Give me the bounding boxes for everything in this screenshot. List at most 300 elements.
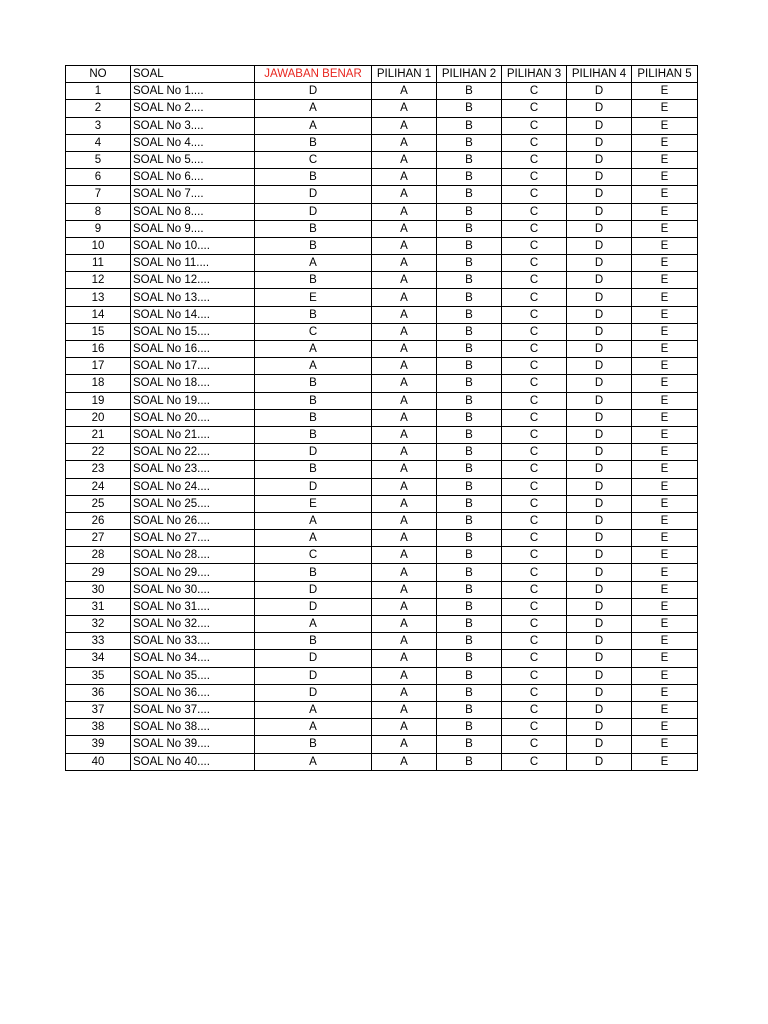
cell-pilihan-5[interactable]: E bbox=[632, 375, 698, 392]
cell-pilihan-2[interactable]: B bbox=[437, 100, 502, 117]
cell-pilihan-4[interactable]: D bbox=[567, 598, 632, 615]
header-pilihan-4[interactable]: PILIHAN 4 bbox=[567, 66, 632, 83]
cell-soal[interactable]: SOAL No 37.... bbox=[131, 701, 255, 718]
cell-no[interactable]: 40 bbox=[66, 753, 131, 770]
cell-pilihan-2[interactable]: B bbox=[437, 186, 502, 203]
cell-pilihan-4[interactable]: D bbox=[567, 564, 632, 581]
cell-pilihan-3[interactable]: C bbox=[502, 341, 567, 358]
cell-jawaban-benar[interactable]: D bbox=[255, 650, 372, 667]
cell-pilihan-2[interactable]: B bbox=[437, 375, 502, 392]
cell-no[interactable]: 6 bbox=[66, 169, 131, 186]
cell-jawaban-benar[interactable]: B bbox=[255, 169, 372, 186]
cell-pilihan-2[interactable]: B bbox=[437, 220, 502, 237]
cell-soal[interactable]: SOAL No 11.... bbox=[131, 255, 255, 272]
cell-jawaban-benar[interactable]: D bbox=[255, 684, 372, 701]
cell-pilihan-3[interactable]: C bbox=[502, 272, 567, 289]
cell-pilihan-4[interactable]: D bbox=[567, 633, 632, 650]
cell-no[interactable]: 24 bbox=[66, 478, 131, 495]
cell-pilihan-2[interactable]: B bbox=[437, 736, 502, 753]
cell-pilihan-5[interactable]: E bbox=[632, 203, 698, 220]
cell-pilihan-2[interactable]: B bbox=[437, 478, 502, 495]
cell-no[interactable]: 2 bbox=[66, 100, 131, 117]
cell-soal[interactable]: SOAL No 39.... bbox=[131, 736, 255, 753]
cell-pilihan-1[interactable]: A bbox=[372, 547, 437, 564]
cell-pilihan-2[interactable]: B bbox=[437, 392, 502, 409]
cell-pilihan-2[interactable]: B bbox=[437, 512, 502, 529]
cell-pilihan-5[interactable]: E bbox=[632, 633, 698, 650]
cell-soal[interactable]: SOAL No 34.... bbox=[131, 650, 255, 667]
cell-pilihan-1[interactable]: A bbox=[372, 375, 437, 392]
cell-pilihan-5[interactable]: E bbox=[632, 530, 698, 547]
cell-soal[interactable]: SOAL No 5.... bbox=[131, 151, 255, 168]
cell-jawaban-benar[interactable]: B bbox=[255, 392, 372, 409]
cell-jawaban-benar[interactable]: B bbox=[255, 134, 372, 151]
cell-no[interactable]: 30 bbox=[66, 581, 131, 598]
cell-jawaban-benar[interactable]: B bbox=[255, 237, 372, 254]
cell-no[interactable]: 34 bbox=[66, 650, 131, 667]
cell-pilihan-1[interactable]: A bbox=[372, 719, 437, 736]
cell-jawaban-benar[interactable]: B bbox=[255, 633, 372, 650]
cell-pilihan-3[interactable]: C bbox=[502, 289, 567, 306]
cell-pilihan-1[interactable]: A bbox=[372, 444, 437, 461]
cell-no[interactable]: 1 bbox=[66, 83, 131, 100]
cell-pilihan-1[interactable]: A bbox=[372, 186, 437, 203]
header-pilihan-5[interactable]: PILIHAN 5 bbox=[632, 66, 698, 83]
cell-pilihan-1[interactable]: A bbox=[372, 237, 437, 254]
cell-pilihan-1[interactable]: A bbox=[372, 616, 437, 633]
cell-pilihan-5[interactable]: E bbox=[632, 255, 698, 272]
cell-soal[interactable]: SOAL No 8.... bbox=[131, 203, 255, 220]
cell-pilihan-3[interactable]: C bbox=[502, 134, 567, 151]
cell-pilihan-2[interactable]: B bbox=[437, 530, 502, 547]
cell-pilihan-2[interactable]: B bbox=[437, 117, 502, 134]
cell-pilihan-5[interactable]: E bbox=[632, 684, 698, 701]
cell-pilihan-3[interactable]: C bbox=[502, 100, 567, 117]
cell-no[interactable]: 32 bbox=[66, 616, 131, 633]
cell-no[interactable]: 25 bbox=[66, 495, 131, 512]
cell-no[interactable]: 27 bbox=[66, 530, 131, 547]
cell-pilihan-5[interactable]: E bbox=[632, 186, 698, 203]
cell-pilihan-4[interactable]: D bbox=[567, 512, 632, 529]
cell-jawaban-benar[interactable]: B bbox=[255, 409, 372, 426]
cell-jawaban-benar[interactable]: A bbox=[255, 616, 372, 633]
cell-no[interactable]: 19 bbox=[66, 392, 131, 409]
cell-pilihan-2[interactable]: B bbox=[437, 598, 502, 615]
cell-pilihan-5[interactable]: E bbox=[632, 564, 698, 581]
cell-soal[interactable]: SOAL No 14.... bbox=[131, 306, 255, 323]
cell-pilihan-5[interactable]: E bbox=[632, 323, 698, 340]
cell-pilihan-4[interactable]: D bbox=[567, 650, 632, 667]
cell-pilihan-1[interactable]: A bbox=[372, 220, 437, 237]
cell-soal[interactable]: SOAL No 3.... bbox=[131, 117, 255, 134]
cell-pilihan-4[interactable]: D bbox=[567, 169, 632, 186]
cell-pilihan-3[interactable]: C bbox=[502, 444, 567, 461]
cell-no[interactable]: 17 bbox=[66, 358, 131, 375]
cell-pilihan-5[interactable]: E bbox=[632, 341, 698, 358]
cell-pilihan-4[interactable]: D bbox=[567, 323, 632, 340]
cell-pilihan-4[interactable]: D bbox=[567, 753, 632, 770]
cell-soal[interactable]: SOAL No 15.... bbox=[131, 323, 255, 340]
header-pilihan-2[interactable]: PILIHAN 2 bbox=[437, 66, 502, 83]
cell-pilihan-1[interactable]: A bbox=[372, 169, 437, 186]
cell-pilihan-5[interactable]: E bbox=[632, 409, 698, 426]
cell-pilihan-2[interactable]: B bbox=[437, 426, 502, 443]
cell-pilihan-2[interactable]: B bbox=[437, 169, 502, 186]
cell-pilihan-5[interactable]: E bbox=[632, 220, 698, 237]
cell-pilihan-1[interactable]: A bbox=[372, 151, 437, 168]
cell-pilihan-2[interactable]: B bbox=[437, 684, 502, 701]
cell-soal[interactable]: SOAL No 6.... bbox=[131, 169, 255, 186]
cell-jawaban-benar[interactable]: D bbox=[255, 444, 372, 461]
cell-jawaban-benar[interactable]: D bbox=[255, 667, 372, 684]
cell-pilihan-3[interactable]: C bbox=[502, 598, 567, 615]
cell-jawaban-benar[interactable]: B bbox=[255, 272, 372, 289]
cell-no[interactable]: 4 bbox=[66, 134, 131, 151]
cell-pilihan-3[interactable]: C bbox=[502, 203, 567, 220]
cell-pilihan-5[interactable]: E bbox=[632, 478, 698, 495]
cell-pilihan-1[interactable]: A bbox=[372, 203, 437, 220]
cell-soal[interactable]: SOAL No 38.... bbox=[131, 719, 255, 736]
cell-pilihan-5[interactable]: E bbox=[632, 581, 698, 598]
cell-pilihan-3[interactable]: C bbox=[502, 255, 567, 272]
cell-jawaban-benar[interactable]: A bbox=[255, 530, 372, 547]
cell-soal[interactable]: SOAL No 16.... bbox=[131, 341, 255, 358]
cell-pilihan-2[interactable]: B bbox=[437, 83, 502, 100]
cell-pilihan-2[interactable]: B bbox=[437, 306, 502, 323]
cell-no[interactable]: 21 bbox=[66, 426, 131, 443]
cell-pilihan-4[interactable]: D bbox=[567, 306, 632, 323]
cell-soal[interactable]: SOAL No 12.... bbox=[131, 272, 255, 289]
cell-pilihan-3[interactable]: C bbox=[502, 409, 567, 426]
cell-soal[interactable]: SOAL No 19.... bbox=[131, 392, 255, 409]
cell-jawaban-benar[interactable]: E bbox=[255, 495, 372, 512]
cell-jawaban-benar[interactable]: D bbox=[255, 83, 372, 100]
cell-pilihan-4[interactable]: D bbox=[567, 289, 632, 306]
cell-pilihan-5[interactable]: E bbox=[632, 444, 698, 461]
cell-pilihan-3[interactable]: C bbox=[502, 461, 567, 478]
cell-pilihan-5[interactable]: E bbox=[632, 753, 698, 770]
cell-no[interactable]: 3 bbox=[66, 117, 131, 134]
cell-pilihan-3[interactable]: C bbox=[502, 650, 567, 667]
cell-pilihan-5[interactable]: E bbox=[632, 512, 698, 529]
cell-pilihan-5[interactable]: E bbox=[632, 169, 698, 186]
cell-pilihan-3[interactable]: C bbox=[502, 667, 567, 684]
cell-pilihan-1[interactable]: A bbox=[372, 736, 437, 753]
cell-jawaban-benar[interactable]: C bbox=[255, 547, 372, 564]
cell-pilihan-3[interactable]: C bbox=[502, 323, 567, 340]
cell-pilihan-4[interactable]: D bbox=[567, 375, 632, 392]
cell-pilihan-5[interactable]: E bbox=[632, 667, 698, 684]
header-pilihan-1[interactable]: PILIHAN 1 bbox=[372, 66, 437, 83]
cell-jawaban-benar[interactable]: D bbox=[255, 581, 372, 598]
cell-pilihan-3[interactable]: C bbox=[502, 719, 567, 736]
cell-pilihan-1[interactable]: A bbox=[372, 255, 437, 272]
cell-soal[interactable]: SOAL No 10.... bbox=[131, 237, 255, 254]
cell-no[interactable]: 14 bbox=[66, 306, 131, 323]
cell-no[interactable]: 20 bbox=[66, 409, 131, 426]
cell-pilihan-2[interactable]: B bbox=[437, 289, 502, 306]
cell-jawaban-benar[interactable]: A bbox=[255, 512, 372, 529]
cell-pilihan-3[interactable]: C bbox=[502, 306, 567, 323]
cell-soal[interactable]: SOAL No 30.... bbox=[131, 581, 255, 598]
cell-no[interactable]: 13 bbox=[66, 289, 131, 306]
cell-soal[interactable]: SOAL No 31.... bbox=[131, 598, 255, 615]
cell-soal[interactable]: SOAL No 9.... bbox=[131, 220, 255, 237]
cell-pilihan-1[interactable]: A bbox=[372, 495, 437, 512]
cell-pilihan-4[interactable]: D bbox=[567, 392, 632, 409]
cell-pilihan-3[interactable]: C bbox=[502, 358, 567, 375]
cell-jawaban-benar[interactable]: A bbox=[255, 753, 372, 770]
cell-pilihan-5[interactable]: E bbox=[632, 134, 698, 151]
cell-soal[interactable]: SOAL No 18.... bbox=[131, 375, 255, 392]
cell-jawaban-benar[interactable]: A bbox=[255, 255, 372, 272]
cell-jawaban-benar[interactable]: E bbox=[255, 289, 372, 306]
cell-no[interactable]: 37 bbox=[66, 701, 131, 718]
cell-pilihan-5[interactable]: E bbox=[632, 547, 698, 564]
cell-pilihan-4[interactable]: D bbox=[567, 719, 632, 736]
cell-no[interactable]: 8 bbox=[66, 203, 131, 220]
cell-jawaban-benar[interactable]: C bbox=[255, 151, 372, 168]
cell-pilihan-1[interactable]: A bbox=[372, 100, 437, 117]
cell-pilihan-3[interactable]: C bbox=[502, 220, 567, 237]
cell-pilihan-4[interactable]: D bbox=[567, 736, 632, 753]
cell-no[interactable]: 36 bbox=[66, 684, 131, 701]
cell-pilihan-4[interactable]: D bbox=[567, 358, 632, 375]
cell-pilihan-1[interactable]: A bbox=[372, 392, 437, 409]
cell-pilihan-3[interactable]: C bbox=[502, 736, 567, 753]
cell-no[interactable]: 28 bbox=[66, 547, 131, 564]
cell-no[interactable]: 39 bbox=[66, 736, 131, 753]
cell-pilihan-1[interactable]: A bbox=[372, 564, 437, 581]
header-jawaban-benar[interactable]: JAWABAN BENAR bbox=[255, 66, 372, 83]
cell-no[interactable]: 29 bbox=[66, 564, 131, 581]
cell-pilihan-5[interactable]: E bbox=[632, 426, 698, 443]
cell-pilihan-1[interactable]: A bbox=[372, 684, 437, 701]
cell-pilihan-4[interactable]: D bbox=[567, 409, 632, 426]
cell-jawaban-benar[interactable]: D bbox=[255, 598, 372, 615]
cell-jawaban-benar[interactable]: B bbox=[255, 426, 372, 443]
cell-no[interactable]: 11 bbox=[66, 255, 131, 272]
cell-pilihan-2[interactable]: B bbox=[437, 581, 502, 598]
cell-pilihan-5[interactable]: E bbox=[632, 306, 698, 323]
cell-jawaban-benar[interactable]: A bbox=[255, 719, 372, 736]
cell-soal[interactable]: SOAL No 20.... bbox=[131, 409, 255, 426]
cell-pilihan-3[interactable]: C bbox=[502, 392, 567, 409]
cell-soal[interactable]: SOAL No 23.... bbox=[131, 461, 255, 478]
cell-jawaban-benar[interactable]: A bbox=[255, 117, 372, 134]
cell-pilihan-3[interactable]: C bbox=[502, 530, 567, 547]
cell-pilihan-4[interactable]: D bbox=[567, 83, 632, 100]
cell-pilihan-2[interactable]: B bbox=[437, 547, 502, 564]
cell-pilihan-5[interactable]: E bbox=[632, 358, 698, 375]
cell-soal[interactable]: SOAL No 1.... bbox=[131, 83, 255, 100]
cell-pilihan-2[interactable]: B bbox=[437, 358, 502, 375]
cell-soal[interactable]: SOAL No 22.... bbox=[131, 444, 255, 461]
cell-soal[interactable]: SOAL No 4.... bbox=[131, 134, 255, 151]
cell-pilihan-1[interactable]: A bbox=[372, 581, 437, 598]
cell-jawaban-benar[interactable]: C bbox=[255, 323, 372, 340]
cell-no[interactable]: 23 bbox=[66, 461, 131, 478]
cell-jawaban-benar[interactable]: B bbox=[255, 564, 372, 581]
cell-pilihan-4[interactable]: D bbox=[567, 272, 632, 289]
cell-no[interactable]: 10 bbox=[66, 237, 131, 254]
cell-pilihan-2[interactable]: B bbox=[437, 134, 502, 151]
cell-jawaban-benar[interactable]: B bbox=[255, 306, 372, 323]
cell-pilihan-5[interactable]: E bbox=[632, 83, 698, 100]
cell-pilihan-1[interactable]: A bbox=[372, 633, 437, 650]
cell-pilihan-1[interactable]: A bbox=[372, 323, 437, 340]
cell-pilihan-4[interactable]: D bbox=[567, 495, 632, 512]
cell-soal[interactable]: SOAL No 40.... bbox=[131, 753, 255, 770]
cell-pilihan-1[interactable]: A bbox=[372, 667, 437, 684]
cell-pilihan-3[interactable]: C bbox=[502, 478, 567, 495]
cell-no[interactable]: 5 bbox=[66, 151, 131, 168]
cell-pilihan-4[interactable]: D bbox=[567, 203, 632, 220]
cell-pilihan-4[interactable]: D bbox=[567, 547, 632, 564]
cell-pilihan-2[interactable]: B bbox=[437, 323, 502, 340]
cell-pilihan-1[interactable]: A bbox=[372, 598, 437, 615]
cell-no[interactable]: 12 bbox=[66, 272, 131, 289]
cell-no[interactable]: 9 bbox=[66, 220, 131, 237]
cell-soal[interactable]: SOAL No 32.... bbox=[131, 616, 255, 633]
cell-pilihan-1[interactable]: A bbox=[372, 289, 437, 306]
cell-pilihan-1[interactable]: A bbox=[372, 478, 437, 495]
cell-pilihan-2[interactable]: B bbox=[437, 444, 502, 461]
cell-soal[interactable]: SOAL No 17.... bbox=[131, 358, 255, 375]
cell-pilihan-2[interactable]: B bbox=[437, 272, 502, 289]
cell-pilihan-5[interactable]: E bbox=[632, 736, 698, 753]
cell-pilihan-4[interactable]: D bbox=[567, 667, 632, 684]
cell-pilihan-3[interactable]: C bbox=[502, 564, 567, 581]
cell-pilihan-2[interactable]: B bbox=[437, 409, 502, 426]
cell-soal[interactable]: SOAL No 28.... bbox=[131, 547, 255, 564]
cell-pilihan-4[interactable]: D bbox=[567, 220, 632, 237]
cell-jawaban-benar[interactable]: B bbox=[255, 375, 372, 392]
cell-pilihan-1[interactable]: A bbox=[372, 530, 437, 547]
cell-pilihan-2[interactable]: B bbox=[437, 461, 502, 478]
cell-no[interactable]: 22 bbox=[66, 444, 131, 461]
cell-pilihan-3[interactable]: C bbox=[502, 117, 567, 134]
cell-pilihan-3[interactable]: C bbox=[502, 375, 567, 392]
cell-soal[interactable]: SOAL No 13.... bbox=[131, 289, 255, 306]
cell-pilihan-3[interactable]: C bbox=[502, 237, 567, 254]
cell-pilihan-2[interactable]: B bbox=[437, 667, 502, 684]
cell-pilihan-4[interactable]: D bbox=[567, 461, 632, 478]
cell-soal[interactable]: SOAL No 35.... bbox=[131, 667, 255, 684]
cell-pilihan-4[interactable]: D bbox=[567, 581, 632, 598]
cell-pilihan-1[interactable]: A bbox=[372, 701, 437, 718]
cell-pilihan-4[interactable]: D bbox=[567, 117, 632, 134]
cell-pilihan-1[interactable]: A bbox=[372, 650, 437, 667]
cell-pilihan-4[interactable]: D bbox=[567, 701, 632, 718]
cell-soal[interactable]: SOAL No 25.... bbox=[131, 495, 255, 512]
cell-pilihan-2[interactable]: B bbox=[437, 203, 502, 220]
cell-no[interactable]: 26 bbox=[66, 512, 131, 529]
cell-pilihan-2[interactable]: B bbox=[437, 719, 502, 736]
cell-pilihan-2[interactable]: B bbox=[437, 237, 502, 254]
cell-soal[interactable]: SOAL No 7.... bbox=[131, 186, 255, 203]
cell-pilihan-3[interactable]: C bbox=[502, 512, 567, 529]
cell-pilihan-5[interactable]: E bbox=[632, 117, 698, 134]
cell-pilihan-1[interactable]: A bbox=[372, 272, 437, 289]
cell-pilihan-1[interactable]: A bbox=[372, 117, 437, 134]
cell-pilihan-3[interactable]: C bbox=[502, 581, 567, 598]
cell-jawaban-benar[interactable]: D bbox=[255, 203, 372, 220]
cell-pilihan-3[interactable]: C bbox=[502, 616, 567, 633]
cell-pilihan-2[interactable]: B bbox=[437, 753, 502, 770]
cell-pilihan-1[interactable]: A bbox=[372, 753, 437, 770]
cell-pilihan-4[interactable]: D bbox=[567, 237, 632, 254]
cell-pilihan-1[interactable]: A bbox=[372, 83, 437, 100]
cell-no[interactable]: 33 bbox=[66, 633, 131, 650]
cell-jawaban-benar[interactable]: A bbox=[255, 358, 372, 375]
cell-soal[interactable]: SOAL No 29.... bbox=[131, 564, 255, 581]
cell-soal[interactable]: SOAL No 33.... bbox=[131, 633, 255, 650]
cell-pilihan-2[interactable]: B bbox=[437, 495, 502, 512]
cell-pilihan-1[interactable]: A bbox=[372, 461, 437, 478]
cell-pilihan-5[interactable]: E bbox=[632, 289, 698, 306]
cell-pilihan-2[interactable]: B bbox=[437, 616, 502, 633]
cell-soal[interactable]: SOAL No 26.... bbox=[131, 512, 255, 529]
cell-soal[interactable]: SOAL No 2.... bbox=[131, 100, 255, 117]
cell-no[interactable]: 16 bbox=[66, 341, 131, 358]
cell-pilihan-2[interactable]: B bbox=[437, 650, 502, 667]
cell-pilihan-5[interactable]: E bbox=[632, 272, 698, 289]
cell-pilihan-4[interactable]: D bbox=[567, 444, 632, 461]
cell-pilihan-3[interactable]: C bbox=[502, 426, 567, 443]
cell-jawaban-benar[interactable]: B bbox=[255, 220, 372, 237]
cell-pilihan-1[interactable]: A bbox=[372, 512, 437, 529]
cell-jawaban-benar[interactable]: B bbox=[255, 461, 372, 478]
cell-pilihan-4[interactable]: D bbox=[567, 478, 632, 495]
cell-pilihan-1[interactable]: A bbox=[372, 134, 437, 151]
cell-pilihan-5[interactable]: E bbox=[632, 392, 698, 409]
cell-pilihan-3[interactable]: C bbox=[502, 83, 567, 100]
cell-jawaban-benar[interactable]: A bbox=[255, 100, 372, 117]
cell-pilihan-3[interactable]: C bbox=[502, 753, 567, 770]
cell-pilihan-1[interactable]: A bbox=[372, 426, 437, 443]
cell-no[interactable]: 31 bbox=[66, 598, 131, 615]
cell-pilihan-4[interactable]: D bbox=[567, 134, 632, 151]
cell-pilihan-4[interactable]: D bbox=[567, 684, 632, 701]
cell-pilihan-4[interactable]: D bbox=[567, 186, 632, 203]
cell-pilihan-3[interactable]: C bbox=[502, 169, 567, 186]
header-no[interactable]: NO bbox=[66, 66, 131, 83]
cell-pilihan-4[interactable]: D bbox=[567, 530, 632, 547]
cell-jawaban-benar[interactable]: A bbox=[255, 701, 372, 718]
cell-pilihan-4[interactable]: D bbox=[567, 616, 632, 633]
cell-jawaban-benar[interactable]: D bbox=[255, 478, 372, 495]
cell-pilihan-5[interactable]: E bbox=[632, 719, 698, 736]
cell-pilihan-3[interactable]: C bbox=[502, 547, 567, 564]
cell-pilihan-4[interactable]: D bbox=[567, 426, 632, 443]
cell-pilihan-2[interactable]: B bbox=[437, 151, 502, 168]
cell-pilihan-3[interactable]: C bbox=[502, 186, 567, 203]
cell-pilihan-3[interactable]: C bbox=[502, 495, 567, 512]
cell-pilihan-2[interactable]: B bbox=[437, 564, 502, 581]
cell-no[interactable]: 38 bbox=[66, 719, 131, 736]
cell-no[interactable]: 15 bbox=[66, 323, 131, 340]
cell-soal[interactable]: SOAL No 36.... bbox=[131, 684, 255, 701]
cell-jawaban-benar[interactable]: D bbox=[255, 186, 372, 203]
cell-pilihan-2[interactable]: B bbox=[437, 255, 502, 272]
header-pilihan-3[interactable]: PILIHAN 3 bbox=[502, 66, 567, 83]
cell-pilihan-3[interactable]: C bbox=[502, 633, 567, 650]
cell-pilihan-3[interactable]: C bbox=[502, 701, 567, 718]
cell-pilihan-5[interactable]: E bbox=[632, 461, 698, 478]
cell-jawaban-benar[interactable]: A bbox=[255, 341, 372, 358]
cell-pilihan-5[interactable]: E bbox=[632, 598, 698, 615]
